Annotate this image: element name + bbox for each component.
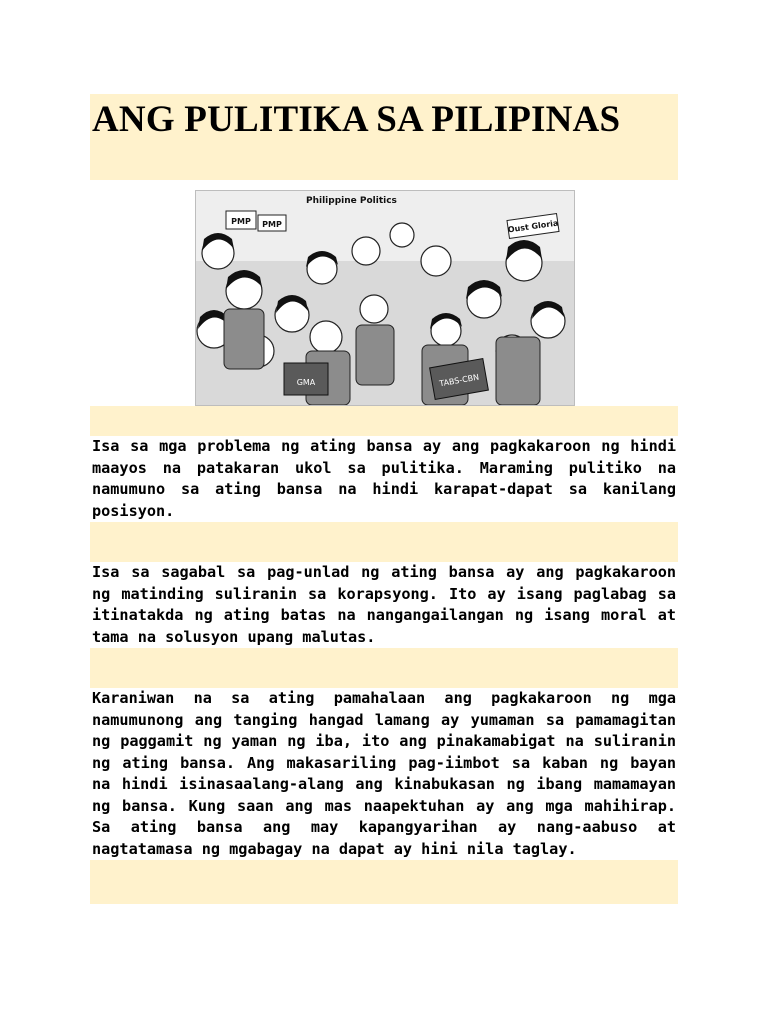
- paragraph-3: Karaniwan na sa ating pamahalaan ang pagkakaroon ng mga namumunong ang tanging hangad lamang ay yumaman sa pamamagitan ng paggamit ng yaman ng iba, ito ang pinakamabigat na suliranin ng ating bansa. Ang makasariling pag-iimbot sa kaban ng bayan na hindi isinasaalang-alang ang kinabukasan ng ibang mamamayan ng bansa. Kung saan ang mas naapektuhan ay ang mga mahihirap. Sa ating bansa ang may kapangyarihan ay nang-aabuso at nagtatamasa ng mgabagay na dapat ay hini nila taglay.: [90, 688, 678, 860]
- spacer-band: [90, 860, 678, 904]
- spacer-band: [90, 522, 678, 562]
- box-right-label: TABS-CBN: [438, 372, 480, 389]
- spacer-band: [90, 648, 678, 688]
- spacer-band: [90, 406, 678, 436]
- cartoon-svg: [196, 191, 574, 405]
- cartoon-illustration: [195, 190, 575, 406]
- title-band: [90, 94, 678, 180]
- paragraph-block-2: [90, 562, 678, 648]
- paragraph-block-3: [90, 688, 678, 860]
- paragraph-2: Isa sa sagabal sa pag-unlad ng ating bansa ay ang pagkakaroon ng matinding suliranin sa korapsyong. Ito ay isang paglabag sa itinatakda ng ating batas na nangangailangan ng isang moral at tama na solusyon upang malutas.: [90, 562, 678, 648]
- paragraph-1: Isa sa mga problema ng ating bansa ay ang pagkakaroon ng hindi maayos na patakaran ukol sa pulitika. Maraming pulitiko na namumuno sa ating bansa na hindi karapat-dapat sa kanilang posisyon.: [90, 436, 678, 522]
- figure-caption: Philippine Politics: [306, 196, 397, 206]
- box-left-label: GMA: [296, 378, 316, 387]
- sign-left-2: PMP: [262, 220, 282, 229]
- document-page: [90, 94, 678, 904]
- paragraph-block-1: [90, 436, 678, 522]
- sign-right: Oust Gloria: [507, 218, 559, 235]
- figure-area: [90, 180, 678, 406]
- sign-left-1: PMP: [231, 217, 251, 226]
- page-title: ANG PULITIKA SA PILIPINAS: [92, 99, 621, 140]
